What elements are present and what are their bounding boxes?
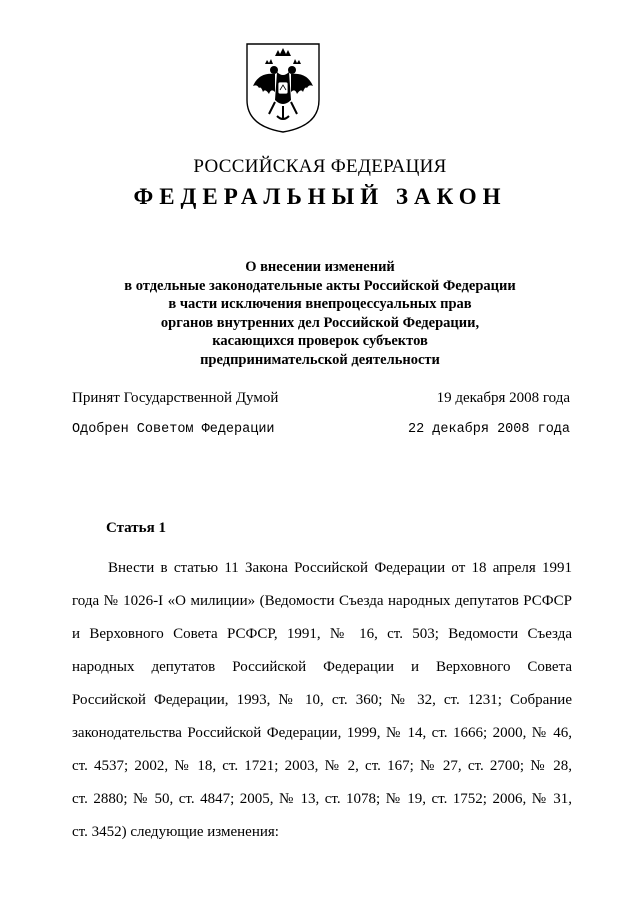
- law-subject: [60, 258, 580, 369]
- country-name: РОССИЙСКАЯ ФЕДЕРАЦИЯ: [193, 156, 447, 177]
- body-line: ст. 4537; 2002, № 18, ст. 1721; 2003, № 2, ст. 167; № 27, ст. 2700; № 28,: [72, 758, 572, 774]
- approval-date: 22 декабря 2008 года: [407, 422, 570, 437]
- body-line: законодательства Российской Федерации, 1999, № 14, ст. 1666; 2000, № 46,: [72, 725, 572, 741]
- body-line: Внести в статью 11 Закона Российской Федерации от 18 апреля 1991: [108, 560, 572, 576]
- document-type-title: ФЕДЕРАЛЬНЫЙ ЗАКОН: [133, 184, 507, 209]
- subject-line: касающихся проверок субъектов: [212, 333, 428, 349]
- body-line: года № 1026-I «О милиции» (Ведомости Съезда народных депутатов РСФСР: [72, 593, 572, 609]
- coat-of-arms-emblem: [245, 42, 321, 134]
- subject-line: органов внутренних дел Российской Федерации,: [160, 314, 480, 331]
- adoption-label: Принят Государственной Думой: [72, 390, 279, 406]
- article-heading: Статья 1: [106, 520, 166, 536]
- body-line: ст. 3452) следующие изменения:: [72, 824, 279, 840]
- subject-line: О внесении изменений: [245, 259, 395, 275]
- body-line: Российской Федерации, 1993, № 10, ст. 360; № 32, ст. 1231; Собрание: [72, 692, 572, 708]
- adoption-date: 19 декабря 2008 года: [436, 390, 570, 406]
- body-line: народных депутатов Российской Федерации и Верховного Совета: [72, 659, 572, 675]
- subject-line: предпринимательской деятельности: [200, 351, 440, 368]
- approval-label: Одобрен Советом Федерации: [72, 422, 275, 437]
- article-body: [72, 552, 572, 849]
- body-line: и Верховного Совета РСФСР, 1991, № 16, ст. 503; Ведомости Съезда: [72, 626, 572, 642]
- subject-line: в отдельные законодательные акты Российской Федерации: [124, 277, 516, 294]
- body-line: ст. 2880; № 50, ст. 4847; 2005, № 13, ст. 1078; № 19, ст. 1752; 2006, № 31,: [72, 791, 572, 807]
- subject-line: в части исключения внепроцессуальных прав: [168, 296, 472, 312]
